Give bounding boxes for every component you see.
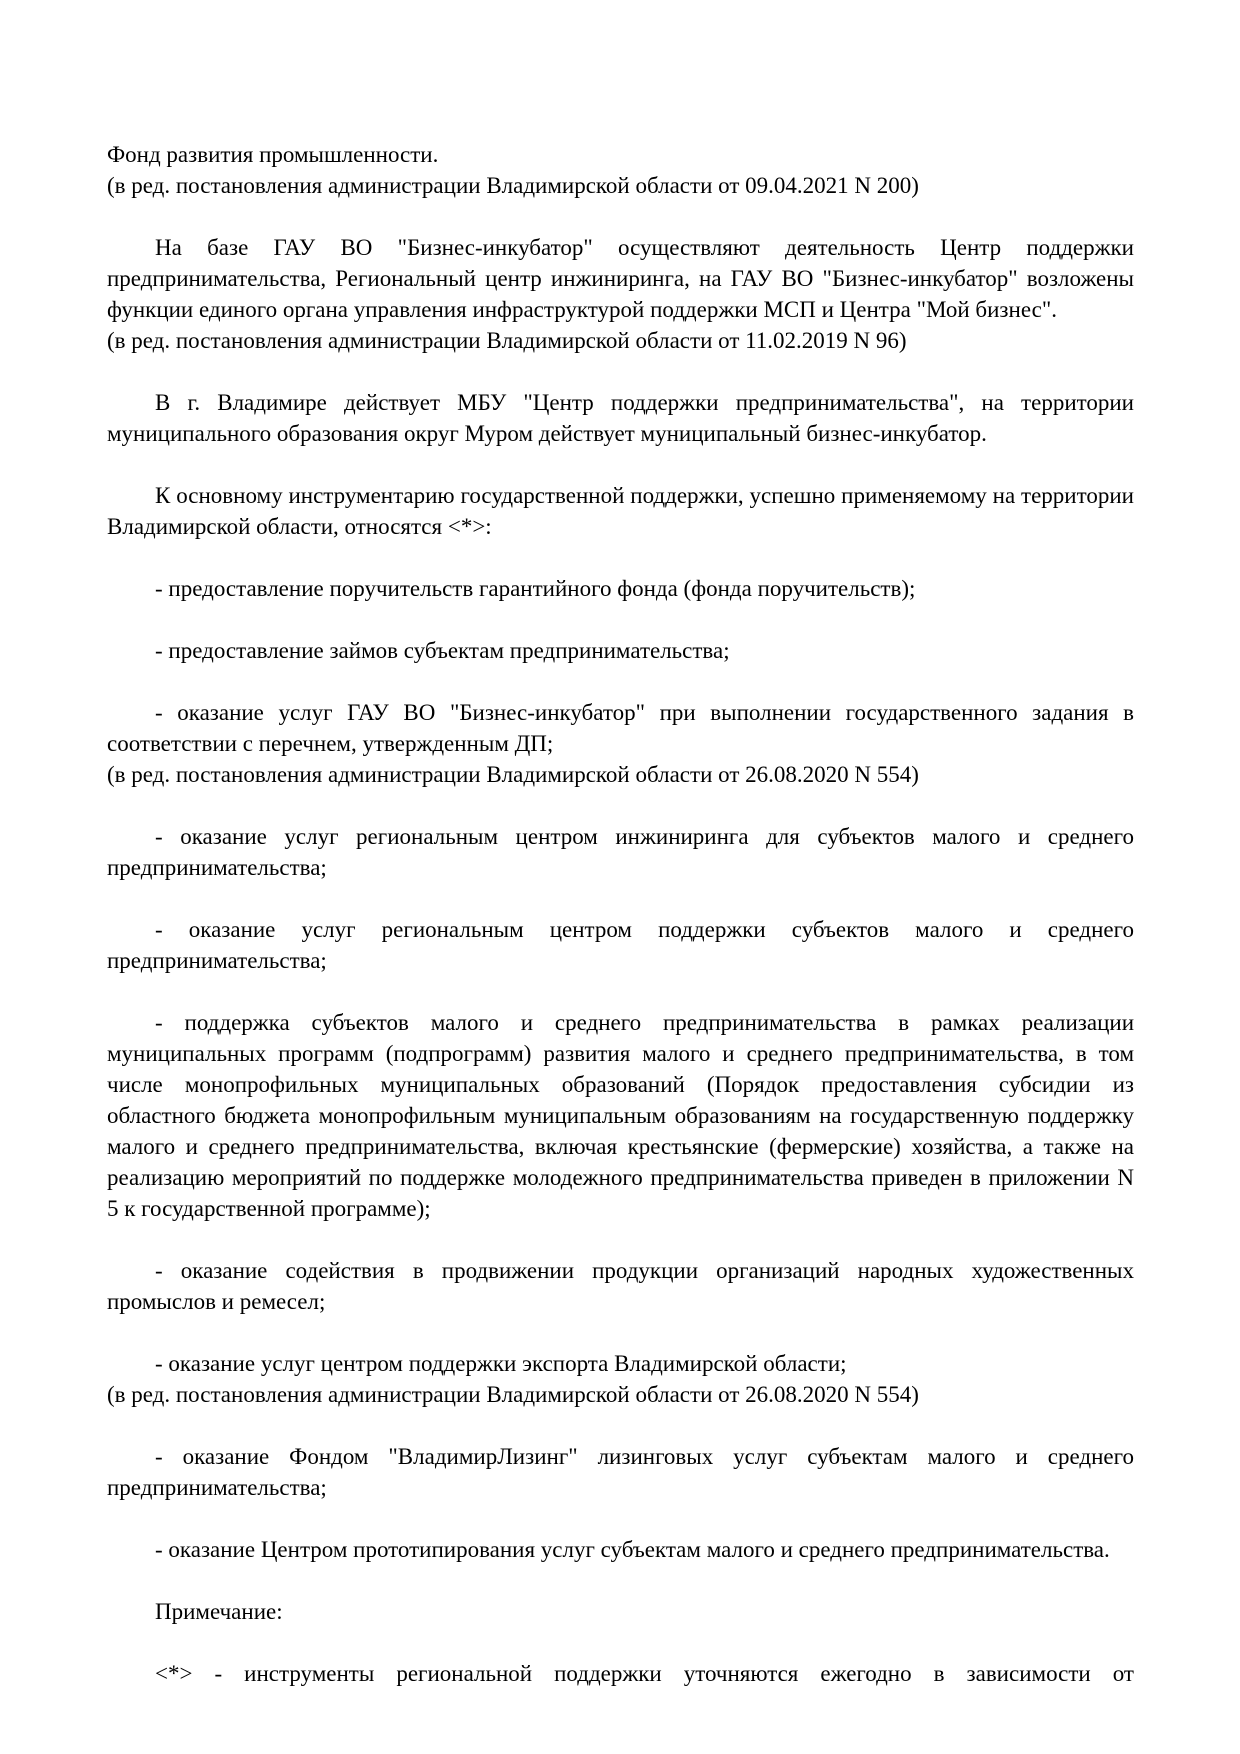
list-item: - оказание услуг региональным центром инжиниринга для субъектов малого и среднего предпринимательства; <box>107 824 1134 880</box>
list-item: - оказание Фондом "ВладимирЛизинг" лизинговых услуг субъектам малого и среднего предпринимательства; <box>107 1444 1134 1500</box>
list-item: - оказание услуг центром поддержки экспорта Владимирской области; <box>155 1351 847 1376</box>
list-item: - предоставление поручительств гарантийного фонда (фонда поручительств); <box>155 576 916 601</box>
list-item: - оказание услуг региональным центром поддержки субъектов малого и среднего предпринимательства; <box>107 917 1134 973</box>
list-item: - оказание услуг ГАУ ВО "Бизнес-инкубатор" при выполнении государственного задания в соответствии с перечнем, утвержденным ДП; <box>107 700 1134 756</box>
paragraph-amendment-note: (в ред. постановления администрации Владимирской области от 11.02.2019 N 96) <box>107 328 907 353</box>
paragraph-amendment-note: (в ред. постановления администрации Владимирской области от 09.04.2021 N 200) <box>107 173 919 198</box>
list-item: - оказание содействия в продвижении продукции организаций народных художественных промыслов и ремесел; <box>107 1258 1134 1314</box>
list-item: - поддержка субъектов малого и среднего предпринимательства в рамках реализации муниципальных программ (подпрограмм) развития малого и среднего предпринимательства, в том числе монопрофильных муниципальных образований (Порядок предоставления субсидии из областного бюджета монопрофильным муниципальным образованиям на государственную поддержку малого и среднего предпринимательства, включая крестьянские (фермерские) хозяйства, а также на реализацию мероприятий по поддержке молодежного предпринимательства приведен в приложении N 5 к государственной программе); <box>107 1010 1134 1221</box>
list-item: - оказание Центром прототипирования услуг субъектам малого и среднего предпринимательства. <box>155 1537 1110 1562</box>
paragraph: Фонд развития промышленности. <box>107 142 439 167</box>
paragraph-note-heading: Примечание: <box>155 1599 283 1624</box>
paragraph-amendment-note: (в ред. постановления администрации Владимирской области от 26.08.2020 N 554) <box>107 762 919 787</box>
paragraph: На базе ГАУ ВО "Бизнес-инкубатор" осуществляют деятельность Центр поддержки предпринимательства, Региональный центр инжиниринга, на ГАУ ВО "Бизнес-инкубатор" возложены функции единого органа управления инфраструктурой поддержки МСП и Центра "Мой бизнес". <box>107 235 1134 322</box>
paragraph-footnote: <*> - инструменты региональной поддержки уточняются ежегодно в зависимости от <box>155 1661 1134 1686</box>
paragraph-amendment-note: (в ред. постановления администрации Владимирской области от 26.08.2020 N 554) <box>107 1382 919 1407</box>
list-item: - предоставление займов субъектам предпринимательства; <box>155 638 730 663</box>
paragraph: В г. Владимире действует МБУ "Центр поддержки предпринимательства", на территории муниципального образования округ Муром действует муниципальный бизнес-инкубатор. <box>107 390 1134 446</box>
paragraph: К основному инструментарию государственной поддержки, успешно применяемому на территории Владимирской области, относятся <*>: <box>107 483 1134 539</box>
